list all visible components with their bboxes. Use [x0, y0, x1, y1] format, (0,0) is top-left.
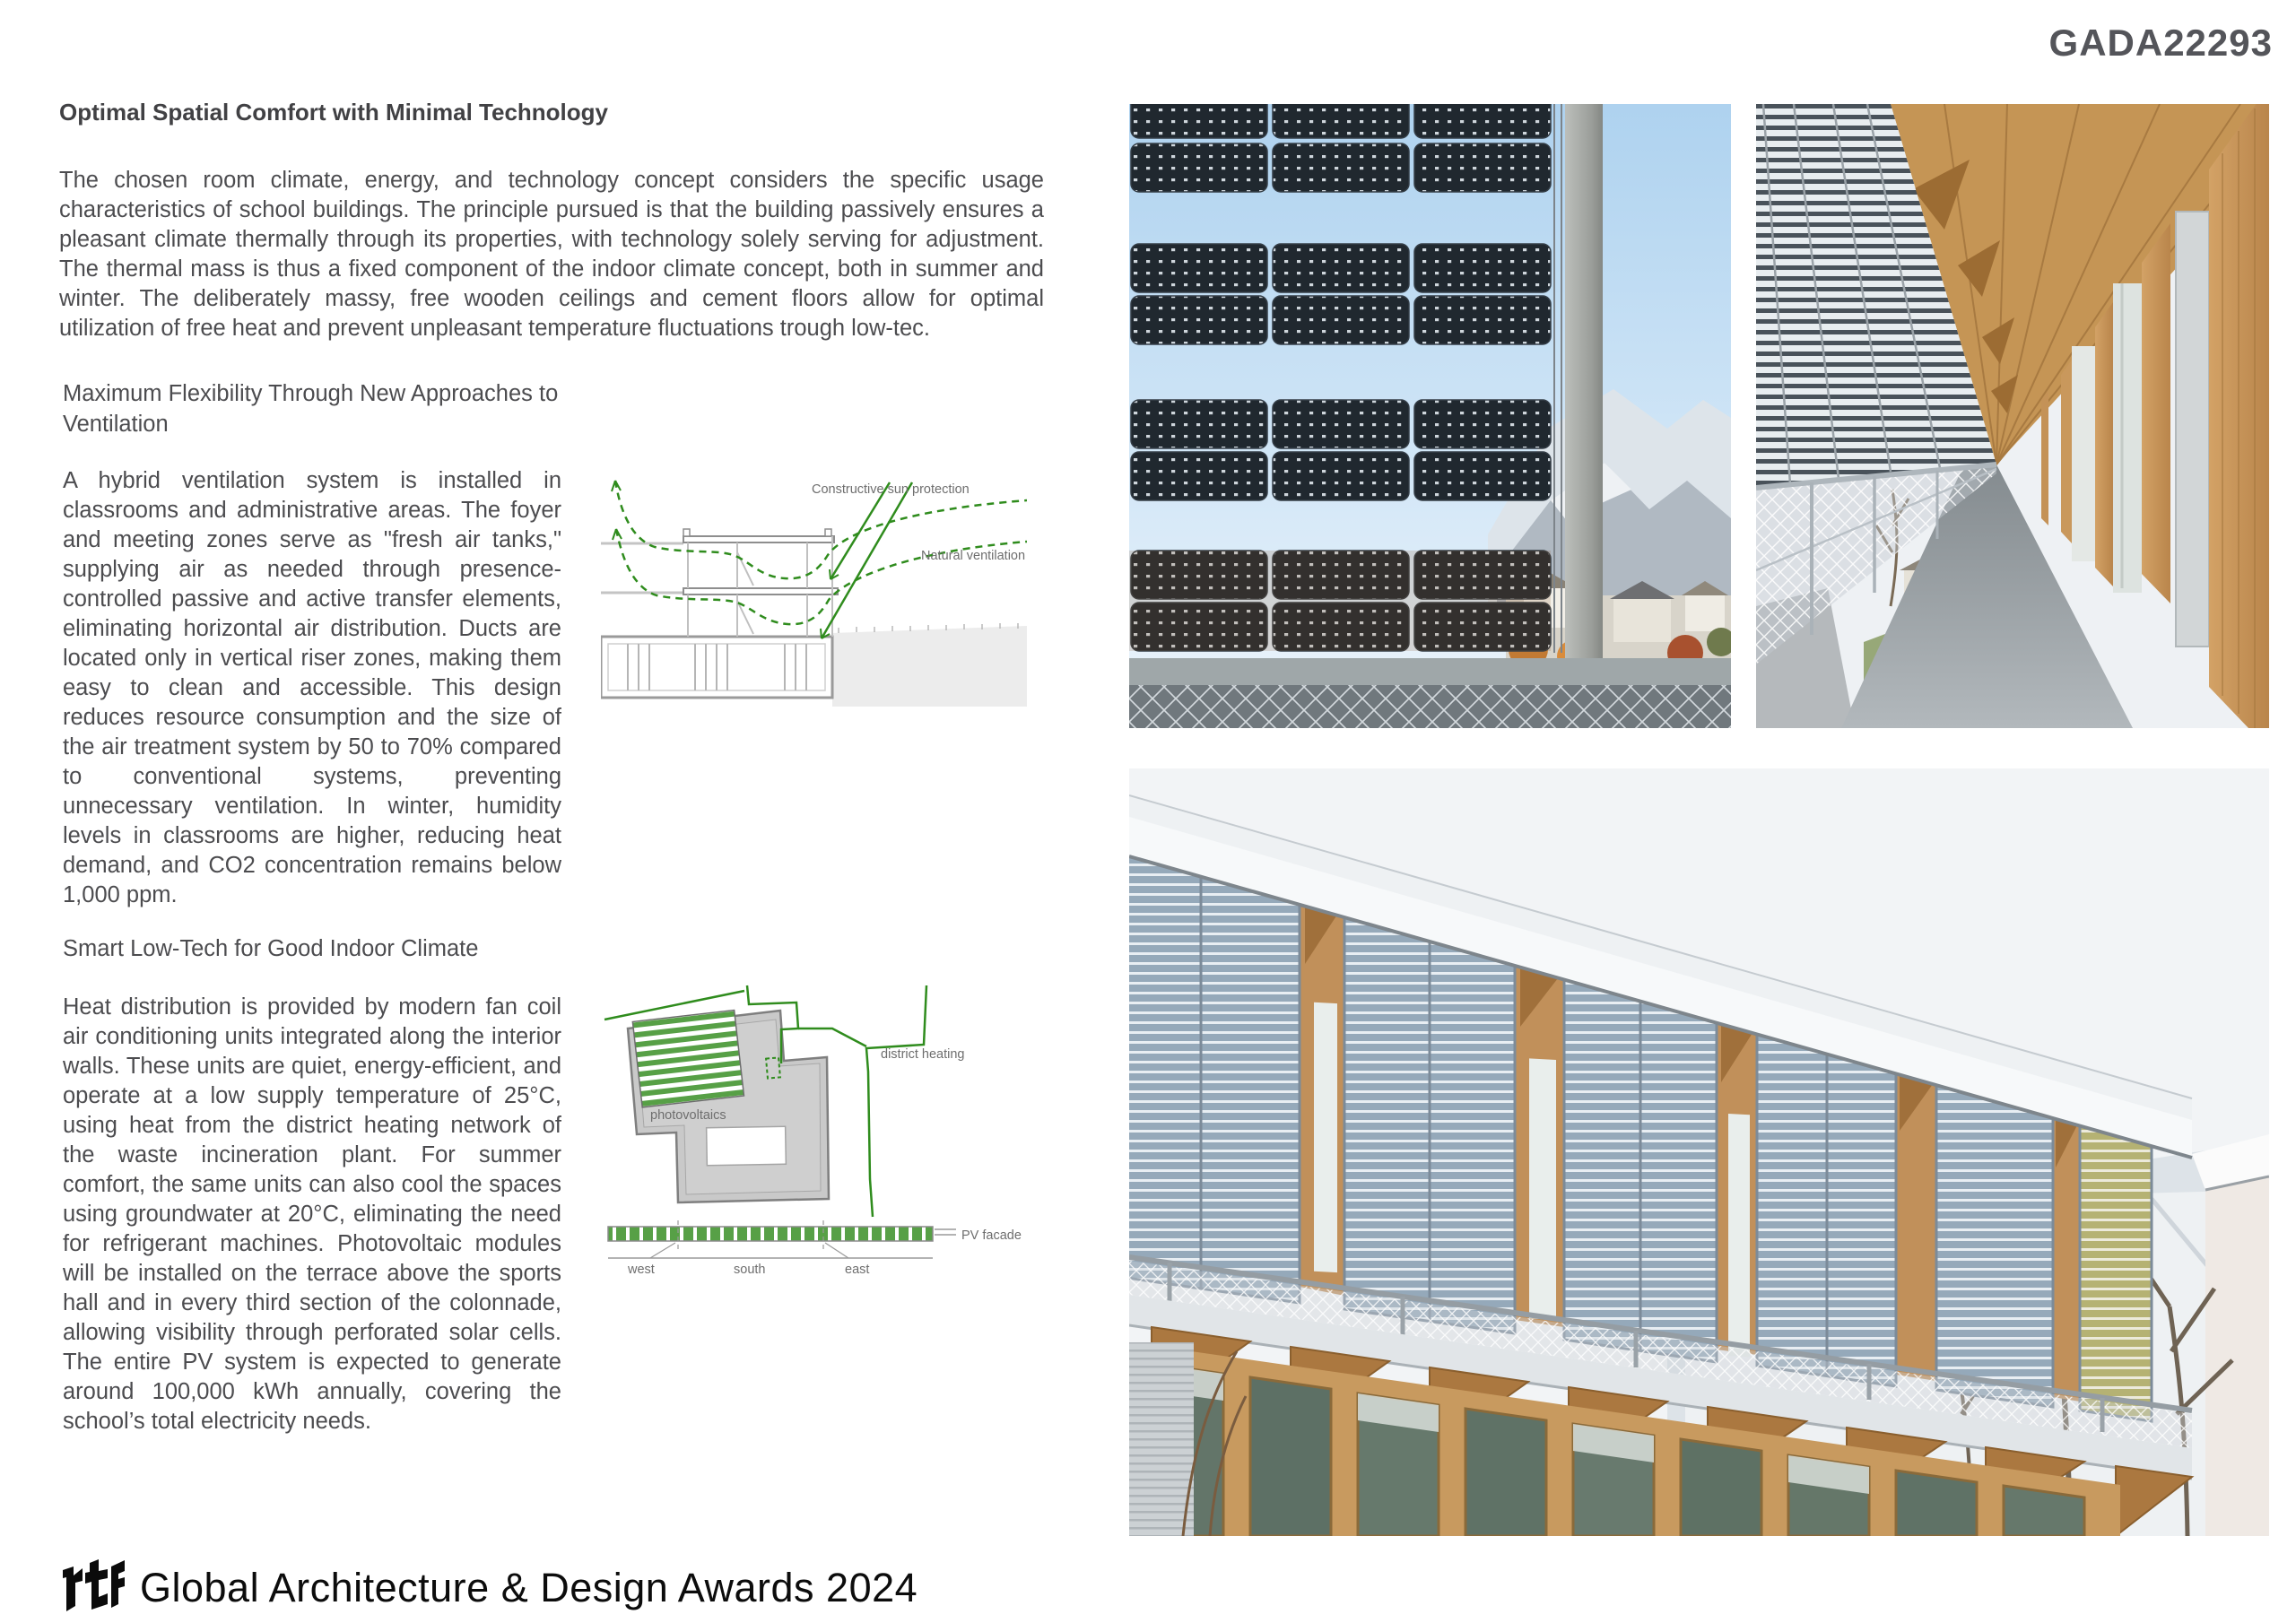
east-label: east — [845, 1263, 870, 1277]
photovoltaics-label: photovoltaics — [650, 1108, 726, 1123]
submission-code: GADA22293 — [2048, 22, 2273, 64]
lowtech-heading: Smart Low-Tech for Good Indoor Climate — [63, 936, 479, 961]
roller-shutter — [1129, 1342, 1194, 1536]
west-label: west — [628, 1263, 655, 1277]
concrete-column — [1565, 104, 1603, 728]
ventilation-paragraph: A hybrid ventilation system is installed in classrooms and administrative areas. The foyer and meeting zones serve as "fresh air tanks," supplying air as needed through presence-controlled passive and active transfer elements, eliminating horizontal air distribution. Ducts are located only in vertical riser zones, making them easy to clean and accessible. This design reduces resource consumption and the size of the air treatment system by 50 to 70% compared to conventional systems, preventing unnecessary ventilation. In winter, humidity levels in classrooms are higher, reducing heat demand, and CO2 concentration remains below 1,000 ppm. — [63, 468, 561, 907]
south-label: south — [734, 1263, 766, 1277]
district-heating-label: district heating — [881, 1047, 965, 1062]
building-upper-floors — [601, 529, 838, 637]
building-base — [601, 637, 832, 698]
photo-colonnade — [1756, 104, 2269, 728]
text-column — [63, 378, 561, 1436]
lowtech-paragraph: Heat distribution is provided by modern fan coil air conditioning units integrated along the interior walls. These units are quiet, energy-efficient, and operate at a low supply temperature of 25°C, using heat from the district heating network of the waste incineration plant. For summer comfort, the same units can also cool the spaces using groundwater at 20°C, eliminating the need for refrigerant machines. Photovoltaic modules will be installed on the terrace above the sports hall and in every third section of the colonnade, allowing visibility through perforated solar cells. The entire PV system is expected to generate around 100,000 kWh annually, covering the school’s total electricity needs. — [63, 994, 561, 1434]
sun-protection-label: Constructive sun protection — [812, 482, 970, 497]
ventilation-heading: Maximum Flexibility Through New Approaches to Ventilation — [63, 381, 559, 437]
intro-paragraph: The chosen room climate, energy, and technology concept considers the specific usage characteristics of school buildings. The principle pursued is that the building passively ensures a pleasant climate thermally through its properties, with technology solely serving for adjustment. The thermal mass is thus a fixed component of the indoor climate concept, both in summer and winter. The deliberately massy, free wooden ceilings and cement floors allow for optimal utilization of free heat and prevent unpleasant temperature fluctuations trough low-tec. — [59, 168, 1044, 341]
pv-facade-strip — [608, 1220, 956, 1258]
award-title: Global Architecture & Design Awards 2024 — [140, 1565, 918, 1610]
footer — [57, 1555, 918, 1621]
photo-building-facade — [1129, 768, 2269, 1536]
concrete-beam — [1129, 658, 1731, 685]
photo-solar-facade — [1129, 104, 1731, 728]
rtf-logo-icon — [57, 1558, 126, 1619]
ground — [832, 623, 1027, 707]
intro-heading: Optimal Spatial Comfort with Minimal Technology — [59, 99, 608, 126]
intro-section — [59, 99, 1044, 343]
pv-facade-label: PV facade — [961, 1228, 1022, 1243]
roof-footprint — [628, 1011, 829, 1202]
natural-ventilation-label: Natural ventilation — [921, 549, 1026, 563]
roof-plan-diagram — [601, 973, 1049, 1282]
chain-link-fence — [1129, 685, 1731, 728]
section-diagram — [601, 447, 1027, 707]
